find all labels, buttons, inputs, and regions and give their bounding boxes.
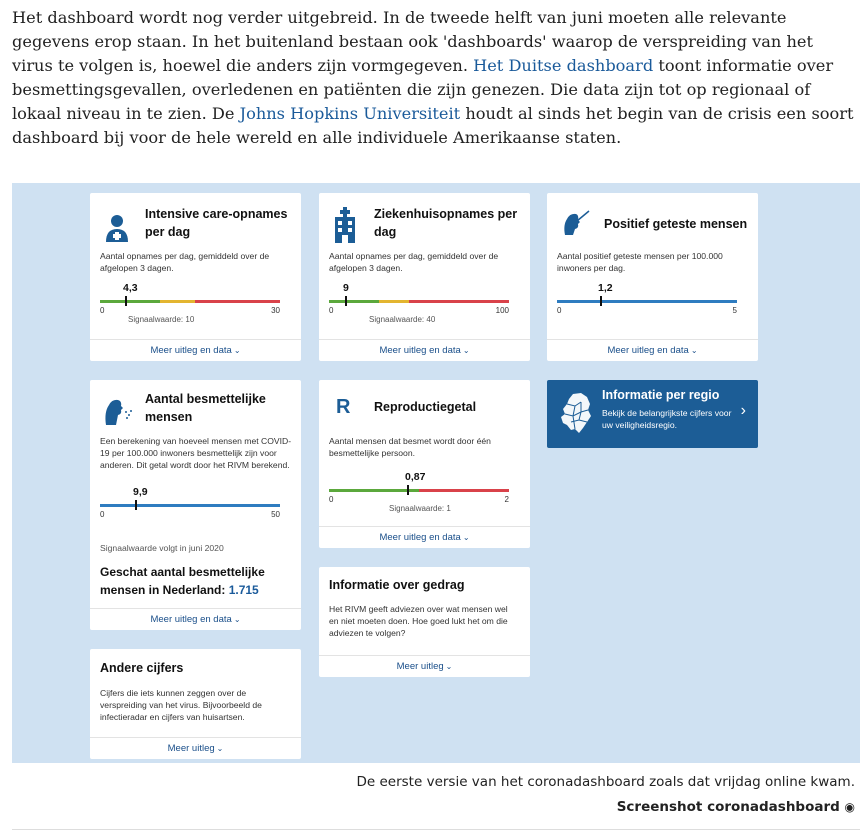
card-description: Aantal positief geteste mensen per 100.000 inwoners per dag.: [557, 251, 723, 273]
card-title: Informatie over gedrag: [329, 578, 465, 592]
gauge-bar-red: [419, 489, 509, 492]
gauge-min: 0: [557, 306, 562, 315]
gauge-max: 5: [732, 306, 737, 315]
card-description: Aantal opnames per dag, gemiddeld over de afgelopen 3 dagen.: [329, 251, 499, 273]
test-swab-icon: [561, 207, 591, 237]
netherlands-map-icon: [559, 392, 593, 434]
more-info-link[interactable]: [90, 737, 301, 759]
gauge-value: 9,9: [133, 486, 148, 498]
gauge-value: 9: [343, 282, 349, 294]
more-info-link[interactable]: [319, 526, 530, 548]
gauge-bar-blue: [100, 504, 280, 507]
card-description: Een berekening van hoeveel mensen met COVID-19 per 100.000 inwoners besmettelijk zijn voor anderen. Dit getal wordt door het RIVM berekend.: [100, 436, 292, 470]
gauge-bar-red: [195, 300, 280, 303]
card-title: Aantal besmettelijke mensen: [145, 392, 266, 424]
card-title: Reproductiegetal: [374, 400, 477, 414]
more-info-label: Meer uitleg: [396, 661, 444, 672]
chevron-down-icon: ⌄: [445, 662, 453, 671]
more-info-link[interactable]: [90, 339, 301, 361]
card-title: Positief geteste mensen: [604, 217, 748, 231]
more-info-link[interactable]: [319, 655, 530, 677]
credit-label: Screenshot coronadashboard: [616, 799, 840, 815]
gauge-marker: [345, 296, 347, 306]
card-title: Andere cijfers: [100, 661, 184, 675]
gauge-bar-green: [100, 300, 160, 303]
more-info-label: Meer uitleg en data: [150, 614, 232, 625]
gauge-value: 0,87: [405, 471, 426, 483]
gauge-max: 50: [271, 510, 280, 519]
sneezing-person-icon: [102, 392, 136, 426]
gauge-signal: Signaalwaarde: 40: [369, 315, 436, 324]
gauge-bar-red: [409, 300, 509, 303]
more-info-link[interactable]: [547, 339, 758, 361]
gauge-max: 30: [271, 306, 280, 315]
region-description: Bekijk de belangrijkste cijfers voor uw veiligheidsregio.: [602, 408, 732, 430]
chevron-right-icon: ›: [740, 402, 746, 419]
gauge-bar-yellow: [379, 300, 409, 303]
chevron-down-icon: ⌄: [233, 615, 241, 624]
gauge-value: 4,3: [123, 282, 138, 294]
more-info-label: Meer uitleg en data: [379, 532, 461, 543]
article-paragraph: [12, 6, 857, 150]
card-description: Cijfers die iets kunnen zeggen over de verspreiding van het virus. Bijvoorbeeld de infectieradar en cijfers van huisartsen.: [100, 688, 262, 722]
doctor-icon: [104, 213, 130, 243]
gauge-bar-green: [329, 489, 419, 492]
image-caption: De eerste versie van het coronadashboard zoals dat vrijdag online kwam.: [356, 774, 855, 790]
gauge-value: 1,2: [598, 282, 613, 294]
gauge-bar-green: [329, 300, 379, 303]
gauge-min: 0: [100, 306, 105, 315]
chevron-down-icon: ⌄: [462, 346, 470, 355]
card-reproductiegetal: [319, 380, 530, 548]
dashboard-screenshot: [12, 183, 860, 763]
region-info-button[interactable]: [547, 380, 758, 448]
gauge-min: 0: [329, 306, 334, 315]
estimate-text: [100, 563, 295, 599]
pos-gauge: [557, 282, 737, 322]
r-letter-icon: R: [336, 396, 351, 418]
gauge-marker: [407, 485, 409, 495]
gauge-marker: [600, 296, 602, 306]
card-description: Aantal opnames per dag, gemiddeld over de afgelopen 3 dagen.: [100, 251, 270, 273]
article-text-2: toont informatie over besmettingsgevallen, overledenen en patiënten die zijn genezen. Die data zijn tot op regionaal of lokaal niveau in te zien. De: [12, 56, 834, 123]
zh-gauge: [329, 282, 509, 322]
chevron-down-icon: ⌄: [462, 533, 470, 542]
gauge-max: 100: [495, 306, 509, 315]
gauge-min: 0: [100, 510, 105, 519]
gauge-signal: Signaalwaarde: 10: [128, 315, 195, 324]
image-credit: [617, 799, 855, 815]
card-positief-getest: [547, 193, 758, 361]
ic-gauge: [100, 282, 280, 322]
chevron-down-icon: ⌄: [690, 346, 698, 355]
estimate-label: Geschat aantal besmettelijke mensen in Nederland:: [100, 565, 265, 597]
card-informatie-gedrag: [319, 567, 530, 677]
region-title: Informatie per regio: [602, 388, 720, 402]
card-besmettelijke-mensen: [90, 380, 301, 630]
card-title: Intensive care-opnames per dag: [145, 207, 288, 239]
more-info-label: Meer uitleg en data: [379, 345, 461, 356]
article-text-3: houdt al sinds het begin van de crisis een soort dashboard bij voor de hele wereld en alle individuele Amerikaanse staten.: [12, 104, 854, 147]
link-johns-hopkins[interactable]: Johns Hopkins Universiteit: [239, 104, 461, 123]
gauge-signal: Signaalwaarde: 1: [389, 504, 451, 513]
card-intensive-care: [90, 193, 301, 361]
gauge-bar-yellow: [160, 300, 195, 303]
camera-icon: ◉: [844, 800, 855, 814]
divider: [12, 829, 860, 830]
gauge-max: 2: [504, 495, 509, 504]
more-info-label: Meer uitleg en data: [607, 345, 689, 356]
more-info-link[interactable]: [319, 339, 530, 361]
more-info-label: Meer uitleg en data: [150, 345, 232, 356]
gauge-marker: [135, 500, 137, 510]
r-gauge: [329, 471, 509, 511]
estimate-value: 1.715: [228, 583, 259, 597]
card-title: Ziekenhuisopnames per dag: [374, 207, 518, 239]
bes-gauge: [100, 486, 280, 526]
signal-note: Signaalwaarde volgt in juni 2020: [100, 543, 224, 553]
more-info-link[interactable]: [90, 608, 301, 630]
chevron-down-icon: ⌄: [233, 346, 241, 355]
chevron-down-icon: ⌄: [216, 744, 224, 753]
card-andere-cijfers: [90, 649, 301, 759]
hospital-icon: [333, 207, 357, 243]
card-description: Het RIVM geeft adviezen over wat mensen wel en niet moeten doen. Hoe goed lukt het om die adviezen te volgen?: [329, 604, 508, 638]
gauge-marker: [125, 296, 127, 306]
gauge-bar-blue: [557, 300, 737, 303]
more-info-label: Meer uitleg: [167, 743, 215, 754]
link-duitse-dashboard[interactable]: Het Duitse dashboard: [473, 56, 654, 75]
card-ziekenhuisopnames: [319, 193, 530, 361]
card-description: Aantal mensen dat besmet wordt door één besmettelijke persoon.: [329, 436, 491, 458]
article-text-1: Het dashboard wordt nog verder uitgebreid. In de tweede helft van juni moeten alle relevante gegevens erop staan. In het buitenland bestaan ook 'dashboards' waarop de verspreiding van het virus te volgen is, hoewel die anders zijn vormgegeven.: [12, 8, 813, 75]
gauge-min: 0: [329, 495, 334, 504]
